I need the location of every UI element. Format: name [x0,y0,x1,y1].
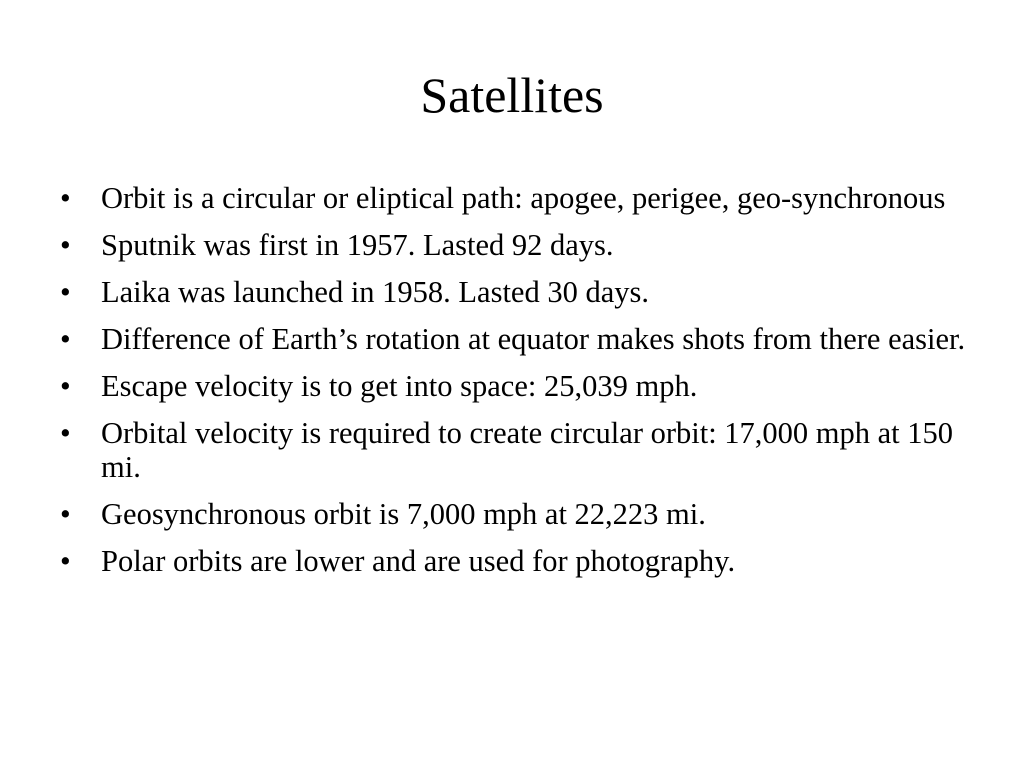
bullet-text: Escape velocity is to get into space: 25,039 mph. [101,369,698,403]
bullet-item [58,322,988,356]
bullet-item [58,497,988,531]
bullet-text: Difference of Earth’s rotation at equator makes shots from there easier. [101,322,966,356]
bullet-text: Orbit is a circular or eliptical path: apogee, perigee, geo-synchronous [101,181,946,215]
bullet-text: Laika was launched in 1958. Lasted 30 days. [101,275,650,309]
slide-title: Satellites [420,67,604,123]
bullet-icon: • [60,497,71,531]
bullet-item [58,181,988,215]
bullet-icon: • [60,416,71,450]
bullet-text: Geosynchronous orbit is 7,000 mph at 22,223 mi. [101,497,706,531]
bullet-item [58,275,988,309]
bullet-text: Sputnik was first in 1957. Lasted 92 days. [101,228,614,262]
bullet-item [58,544,988,578]
bullet-item [58,369,988,403]
bullet-list [58,181,988,591]
bullet-icon: • [60,228,71,262]
bullet-item [58,416,988,484]
bullet-text: Orbital velocity is required to create circular orbit: 17,000 mph at 150 mi. [101,416,954,484]
bullet-text: Polar orbits are lower and are used for photography. [101,544,736,578]
bullet-icon: • [60,322,71,356]
bullet-icon: • [60,275,71,309]
bullet-icon: • [60,181,71,215]
bullet-icon: • [60,544,71,578]
bullet-icon: • [60,369,71,403]
bullet-item [58,228,988,262]
